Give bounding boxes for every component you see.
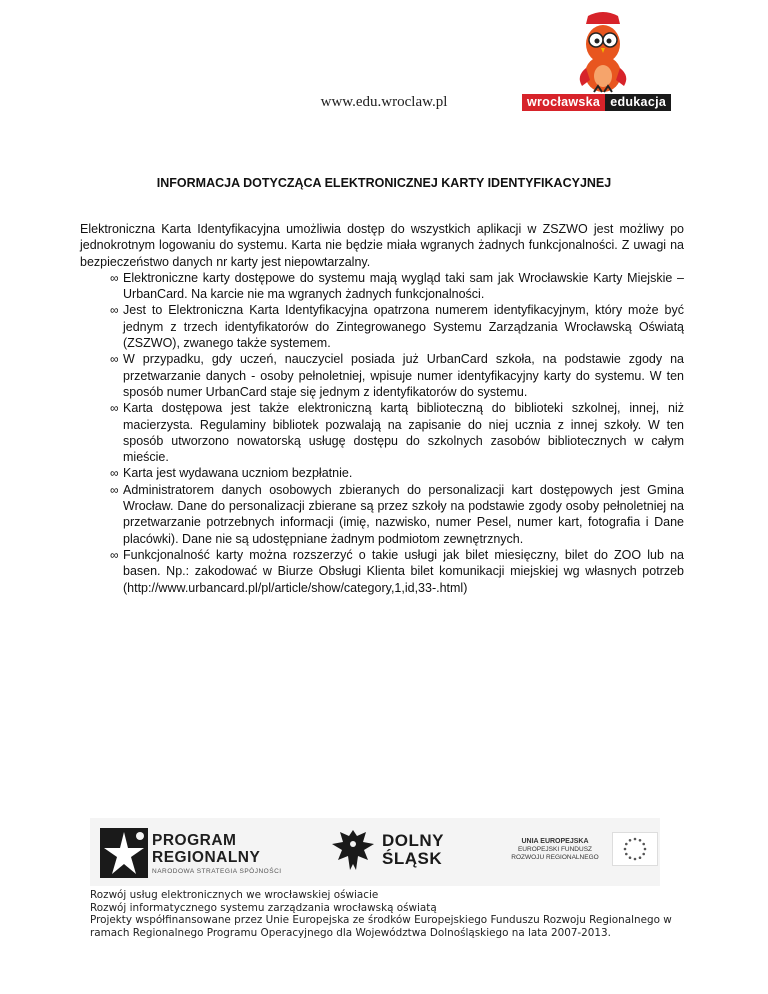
ue-line1: UNIA EUROPEJSKA xyxy=(521,838,589,845)
dolny-line1: DOLNY xyxy=(382,831,444,850)
star-figure-icon xyxy=(96,822,152,882)
infinity-bullet-icon: ∞ xyxy=(110,547,119,562)
intro-paragraph: Elektroniczna Karta Identyfikacyjna umożliwia dostęp do wszystkich aplikacji w ZSZWO jest możliwy po jednokrotnym logowaniu do systemu. Karta nie będzie miała wgranych żadnych funkcjonalności. Z uwagi na bezpieczeństwo danych nr karty jest niepowtarzalny. xyxy=(80,222,684,269)
document-body xyxy=(80,221,684,596)
logo-black-text: edukacja xyxy=(605,94,671,111)
footer-text xyxy=(90,889,690,939)
list-item: ∞ Karta jest wydawana uczniom bezpłatnie. xyxy=(110,466,353,481)
program-line1: PROGRAM xyxy=(152,832,237,849)
infinity-bullet-icon: ∞ xyxy=(110,401,119,416)
footer-line: Rozwój usług elektronicznych we wrocławskiej oświacie xyxy=(90,889,379,901)
document-title: INFORMACJA DOTYCZĄCA ELEKTRONICZNEJ KARTY IDENTYFIKACYJNEJ xyxy=(156,176,612,190)
list-item: ∞ Funkcjonalność karty można rozszerzyć o takie usługi jak bilet miesięczny, bilet do ZOO lub na basen. Np.: zakodować w Biurze Obsługi Klienta bilet komunikacji miejskiej wg własnych potrzeb (http://www.urbancard.pl/pl/article/show/category,1,id,33-.html) xyxy=(110,547,684,595)
owl-mascot-icon xyxy=(574,10,632,94)
wroclawska-edukacja-logo xyxy=(522,10,682,110)
ue-line2: EUROPEJSKI FUNDUSZ xyxy=(517,846,593,853)
footer-line: Rozwój informatycznego systemu zarządzania wrocławską oświatą xyxy=(90,901,437,914)
infinity-bullet-icon: ∞ xyxy=(110,352,119,367)
ue-line3: ROZWOJU REGIONALNEGO xyxy=(511,854,599,861)
list-item: ∞ Jest to Elektroniczna Karta Identyfikacyjna opatrzona numerem identyfikacyjnym, który może być jednym z trzech identyfikatorów do Zintegrowanego Systemu Zarządzania Wrocławską Oświatą (ZSZWO), zwanego także systemem. xyxy=(110,303,684,351)
list-item: ∞ Administratorem danych osobowych zbieranych do personalizacji kart dostępowych jest Gmina Wrocław. Dane do personalizacji zbierane są przez szkoły na podstawie zgody osoby pełnoletniej na przetwarzanie potrzebnych informacji (imię, nazwisko, numer Pesel, numer kart, fotografia i Dane placówki). Dane nie są udostępniane żadnym podmiotom zewnętrznych. xyxy=(110,482,684,546)
infinity-bullet-icon: ∞ xyxy=(110,482,119,497)
dolny-line2: ŚLĄSK xyxy=(382,849,443,868)
list-item: ∞ Karta dostępowa jest także elektroniczną kartą biblioteczną do biblioteki szkolnej, innej, niż macierzysta. Regulaminy bibliotek pozwalają na zapisanie do niej ucznia z innej szkoły. W ten sposób utworzono nowatorską usługę dostępu do szkolnych zasobów bibliotecznych w całym mieście. xyxy=(110,401,684,465)
infinity-bullet-icon: ∞ xyxy=(110,270,119,285)
eu-flag-icon xyxy=(612,832,658,866)
program-line2: REGIONALNY xyxy=(152,849,261,866)
logo-wordmark xyxy=(522,94,671,111)
list-item: ∞ Elektroniczne karty dostępowe do systemu mają wygląd taki sam jak Wrocławskie Karty Miejskie – UrbanCard. Na karcie nie ma wgranych żadnych funkcjonalności. xyxy=(110,270,684,302)
logo-red-text: wrocławska xyxy=(522,94,605,111)
eagle-emblem-icon xyxy=(330,826,376,876)
list-item: ∞ W przypadku, gdy uczeń, nauczyciel posiada już UrbanCard szkoła, na podstawie zgody na przetwarzanie danych - osoby pełnoletniej, wpisuje numer identyfikacyjny karty do systemu. W ten sposób numer UrbanCard staje się jednym z identyfikatorów do systemu. xyxy=(110,352,684,399)
header-url: www.edu.wroclaw.pl xyxy=(320,94,448,110)
unia-europejska-text xyxy=(500,838,610,862)
funding-logos-strip xyxy=(90,818,660,886)
program-regionalny-logo xyxy=(90,818,320,886)
footer-line: ramach Regionalnego Programu Operacyjnego dla Województwa Dolnośląskiego na lata 2007-2013. xyxy=(90,926,611,939)
infinity-bullet-icon: ∞ xyxy=(110,466,119,481)
bullet-list xyxy=(80,270,684,596)
program-subtitle: NARODOWA STRATEGIA SPÓJNOŚCI xyxy=(152,868,282,875)
infinity-bullet-icon: ∞ xyxy=(110,303,119,318)
footer-line: Projekty współfinansowane przez Unie Europejska ze środków Europejskiego Funduszu Rozwoju Regionalnego w xyxy=(90,914,672,926)
dolny-slask-logo xyxy=(330,824,470,880)
